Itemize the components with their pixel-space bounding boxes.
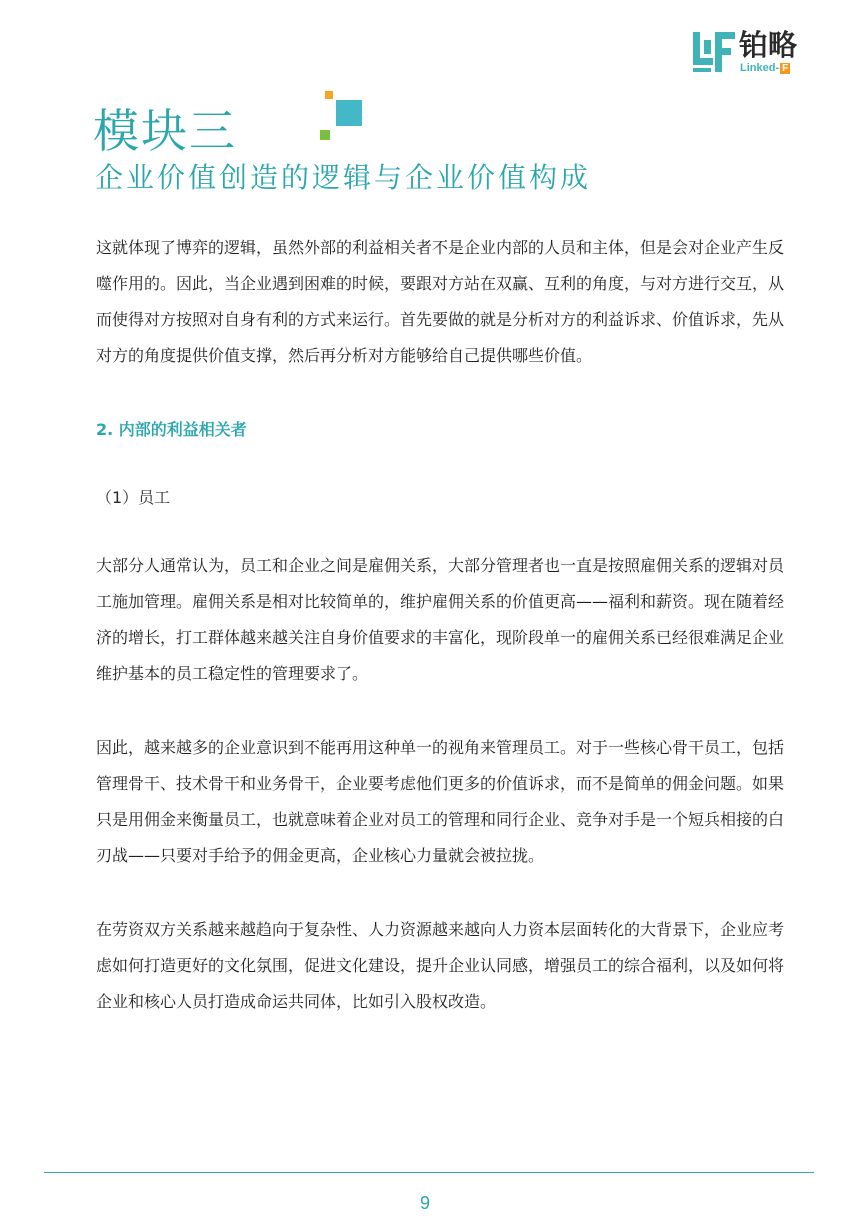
module-title: 模块三 [93,104,237,158]
paragraph-4: 在劳资双方关系越来越趋向于复杂性、人力资源越来越向人力资本层面转化的大背景下，企业应考虑如何打造更好的文化氛围，促进文化建设，提升企业认同感，增强员工的综合福利，以及如何将企业和核心人员打造成命运共同体，比如引入股权改造。 [96,920,785,1011]
logo-f-box: F [782,63,789,74]
footer-divider [44,1172,814,1173]
logo-chinese-name: 铂略 [739,28,798,62]
page-content [96,230,796,1058]
paragraph-1: 这就体现了博弈的逻辑，虽然外部的利益相关者不是企业内部的人员和主体，但是会对企业产生反噬作用的。因此，当企业遇到困难的时候，要跟对方站在双赢、互利的角度，与对方进行交互，从而使得对方按照对自身有利的方式来运行。首先要做的就是分析对方的利益诉求、价值诉求，先从对方的角度提供价值支撑，然后再分析对方能够给自己提供哪些价值。 [96,238,785,365]
subsection-heading: （1）员工 [96,488,171,507]
page-number: 9 [419,1193,430,1213]
section-heading: 2. 内部的利益相关者 [96,420,247,439]
module-subtitle: 企业价值创造的逻辑与企业价值构成 [95,161,592,194]
brand-logo [693,30,808,74]
decor-square-green [320,130,330,140]
linked-f-logo-icon [693,32,737,72]
paragraph-3: 因此，越来越多的企业意识到不能再用这种单一的视角来管理员工。对于一些核心骨干员工，包括管理骨干、技术骨干和业务骨干，企业要考虑他们更多的价值诉求，而不是简单的佣金问题。如果只是用佣金来衡量员工，也就意味着企业对员工的管理和同行企业、竞争对手是一个短兵相接的白刃战——只要对手给予的佣金更高，企业核心力量就会被拉拢。 [96,738,785,865]
paragraph-2: 大部分人通常认为，员工和企业之间是雇佣关系，大部分管理者也一直是按照雇佣关系的逻辑对员工施加管理。雇佣关系是相对比较简单的，维护雇佣关系的价值更高——福利和薪资。现在随着经济的增长，打工群体越来越关注自身价值要求的丰富化，现阶段单一的雇佣关系已经很难满足企业维护基本的员工稳定性的管理要求了。 [96,556,785,683]
decor-square-blue [336,100,362,126]
logo-english-name: Linked- F [740,62,789,74]
decor-square-orange [325,91,333,99]
